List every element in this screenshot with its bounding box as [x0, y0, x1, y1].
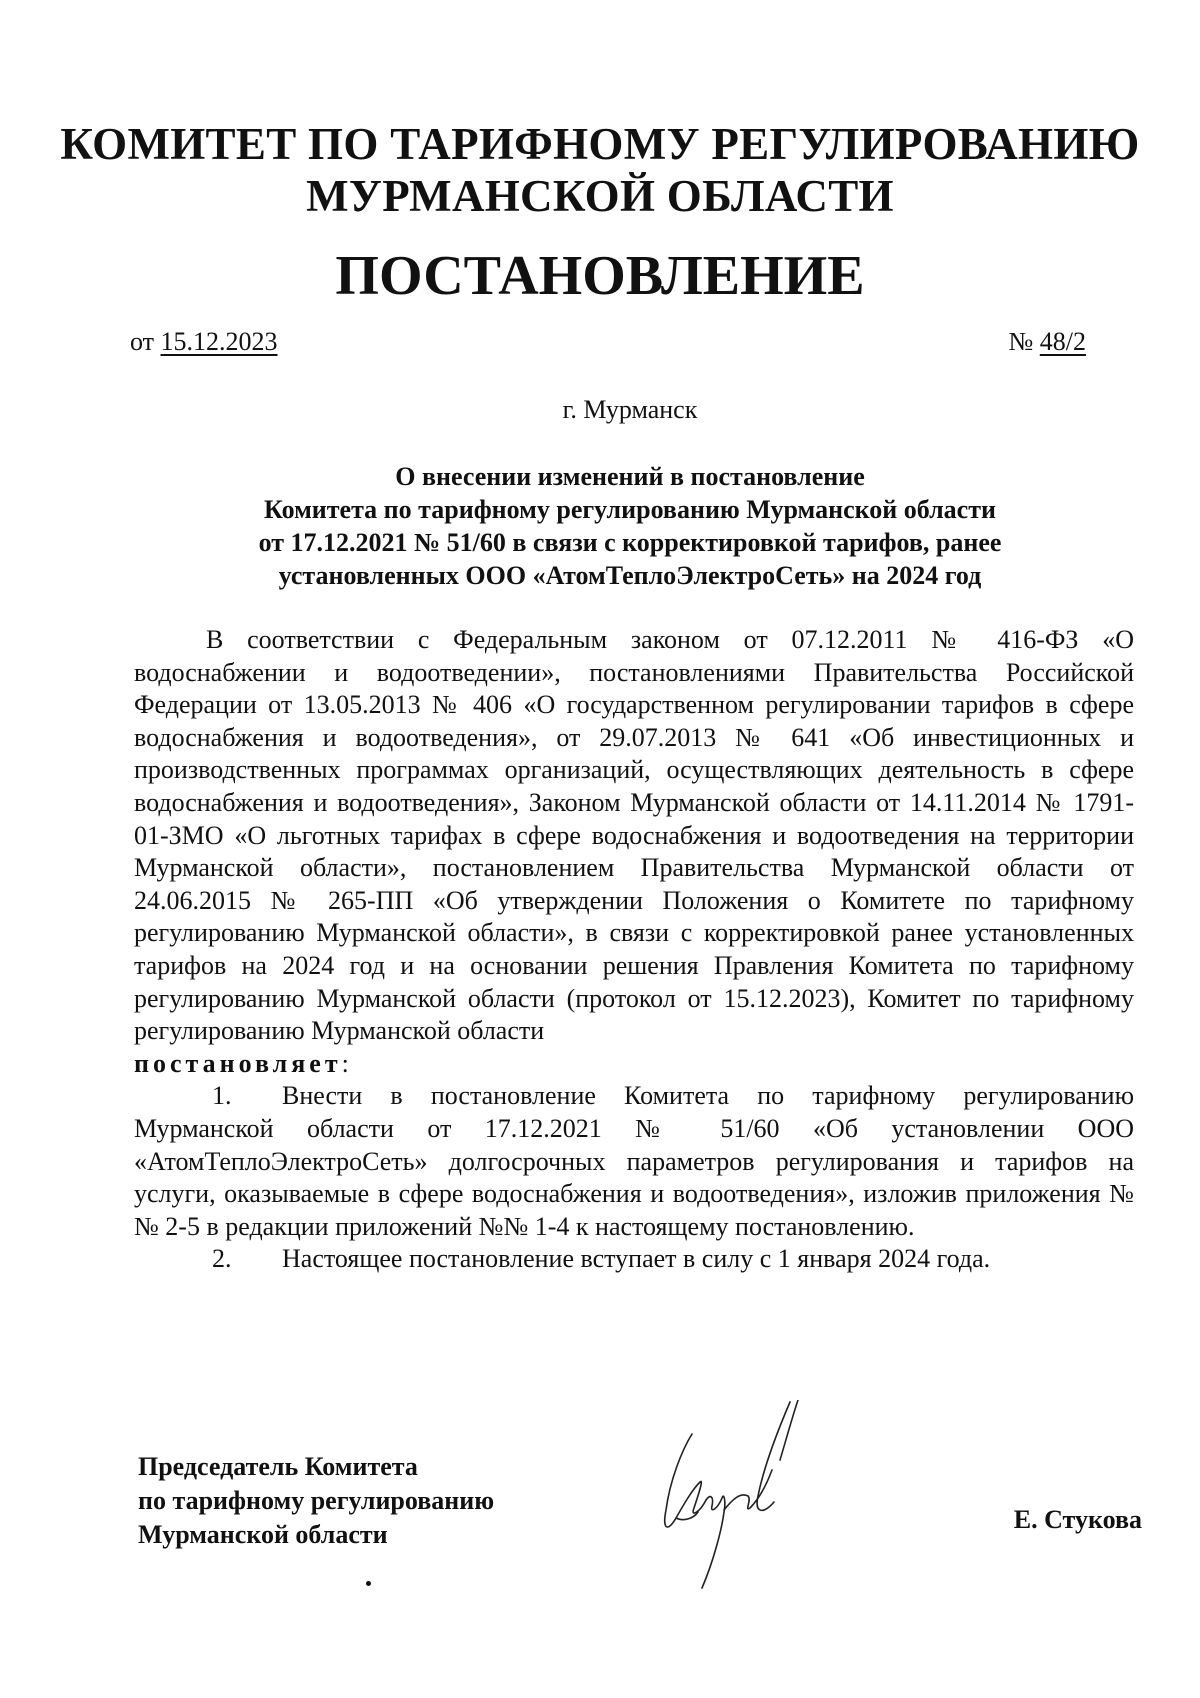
document-type-title: ПОСТАНОВЛЕНИЕ [335, 245, 865, 307]
item-number: 1. [212, 1081, 232, 1111]
resolves-colon: : [341, 1048, 349, 1078]
signatory-title-line-1: Председатель Комитета [138, 1452, 418, 1481]
subject-line-4: установленных ООО «АтомТеплоЭлектроСеть» на 2024 год [278, 561, 982, 590]
subject-line-3: от 17.12.2021 № 51/60 в связи с корректировкой тарифов, ранее [258, 528, 1002, 557]
resolves-word: постановляет [134, 1048, 342, 1078]
list-item [134, 1243, 1134, 1276]
item-text: Настоящее постановление вступает в силу с 1 января 2024 года. [282, 1244, 991, 1274]
org-name-line-1: КОМИТЕТ ПО ТАРИФНОМУ РЕГУЛИРОВАНИЮ [60, 119, 1140, 169]
subject-line-2: Комитета по тарифному регулированию Мурманской области [264, 495, 996, 524]
subject-line-1: О внесении изменений в постановление [395, 462, 865, 491]
item-text: Внести в постановление Комитета по тарифному регулированию Мурманской области от 17.12.2021 № 51/60 «Об установлении ООО «АтомТеплоЭлектроСеть» долгосрочных параметров регулирования и тарифов на услуги, оказываемые в сфере водоснабжения и водоотведения», изложив приложения №№ 2-5 в редакции приложений №№ 1-4 к настоящему постановлению. [134, 1081, 1134, 1241]
preamble-paragraph [134, 624, 1134, 1080]
scan-speck [366, 1581, 371, 1586]
preamble-text: В соответствии с Федеральным законом от 07.12.2011 № 416-ФЗ «О водоснабжении и водоотведении», постановлениями Правительства Российской Федерации от 13.05.2013 № 406 «О государственном регулировании тарифов в сфере водоснабжения и водоотведения», от 29.07.2013 № 641 «Об инвестиционных и производственных программах организаций, осуществляющих деятельность в сфере водоснабжения и водоотведения», Законом Мурманской области от 14.11.2014 № 1791-01-ЗМО «О льготных тарифах в сфере водоснабжения и водоотведения на территории Мурманской области», постановлением Правительства Мурманской области от 24.06.2015 № 265-ПП «Об утверждении Положения о Комитете по тарифному регулированию Мурманской области», в связи с корректировкой ранее установленных тарифов на 2024 год и на основании решения Правления Комитета по тарифному регулированию Мурманской области (протокол от 15.12.2023), Комитет по тарифному регулированию Мурманской области [134, 625, 1134, 1046]
organization-name [60, 118, 1140, 222]
signer-name: Е. Стукова [1013, 1505, 1142, 1534]
city: г. Мурманск [562, 395, 698, 424]
number-value: 48/2 [1039, 327, 1086, 356]
date-value: 15.12.2023 [160, 327, 278, 356]
document-date [130, 326, 278, 358]
document-body [134, 624, 1134, 1276]
list-item [134, 1080, 1134, 1243]
signatory-title-line-2: по тарифному регулированию [138, 1486, 495, 1515]
signatory-title-line-3: Мурманской области [138, 1520, 388, 1549]
signatory-title [138, 1450, 494, 1552]
handwritten-signature [640, 1400, 860, 1600]
document-subject [150, 460, 1110, 592]
document-number [1008, 326, 1086, 358]
number-prefix: № [1008, 327, 1034, 356]
date-prefix: от [130, 327, 155, 356]
item-number: 2. [212, 1244, 232, 1274]
org-name-line-2: МУРМАНСКОЙ ОБЛАСТИ [306, 171, 894, 221]
